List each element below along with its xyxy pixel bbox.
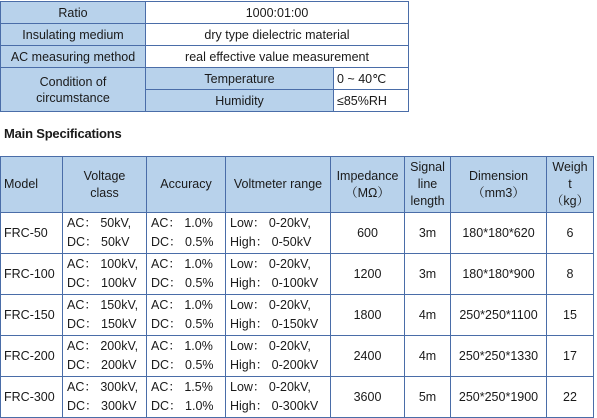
- cell-impedance: 1800: [331, 295, 405, 336]
- cell-voltmeter-range: [226, 254, 331, 295]
- cell-dc-voltage: DC： 100kV: [67, 276, 137, 290]
- header-voltage-class-line2: class: [90, 185, 119, 200]
- insulating-label: Insulating medium: [1, 24, 146, 46]
- cell-weight: 6: [547, 213, 594, 254]
- cell-weight: 22: [547, 377, 594, 418]
- cell-accuracy: [147, 295, 226, 336]
- cell-voltage-class: [63, 377, 147, 418]
- header-accuracy: Accuracy: [147, 157, 226, 213]
- header-voltage-class: [63, 157, 147, 213]
- header-model: Model: [1, 157, 63, 213]
- cell-accuracy: [147, 254, 226, 295]
- cell-accuracy: [147, 336, 226, 377]
- cell-ac-accuracy: AC： 1.0%: [151, 339, 213, 353]
- cell-impedance: 600: [331, 213, 405, 254]
- cell-ac-voltage: AC： 150kV,: [67, 298, 139, 312]
- cell-ac-accuracy: AC： 1.0%: [151, 298, 213, 312]
- table-row: [1, 295, 594, 336]
- cell-dc-accuracy: DC： 1.0%: [151, 399, 214, 413]
- table-row: [1, 377, 594, 418]
- cell-model: FRC-200: [1, 336, 63, 377]
- cell-dc-accuracy: DC： 0.5%: [151, 276, 214, 290]
- cell-dimension: 250*250*1900: [451, 377, 547, 418]
- cell-impedance: 2400: [331, 336, 405, 377]
- cell-range-high: High： 0-150kV: [230, 317, 319, 331]
- header-voltmeter-range: Voltmeter range: [226, 157, 331, 213]
- header-weight-line1: Weigh: [552, 160, 588, 174]
- cell-signal-length: 3m: [405, 254, 451, 295]
- humidity-value: ≤85%RH: [334, 90, 409, 112]
- table-row: [1, 336, 594, 377]
- cell-range-high: High： 0-200kV: [230, 358, 319, 372]
- cell-ac-accuracy: AC： 1.5%: [151, 380, 213, 394]
- cell-range-low: Low： 0-20kV,: [230, 380, 311, 394]
- cell-range-low: Low： 0-20kV,: [230, 298, 311, 312]
- insulating-value: dry type dielectric material: [146, 24, 409, 46]
- header-impedance-line1: Impedance: [336, 168, 399, 183]
- cell-weight: 17: [547, 336, 594, 377]
- cell-voltmeter-range: [226, 295, 331, 336]
- spec-header-row: [1, 157, 594, 213]
- cell-dimension: 180*180*900: [451, 254, 547, 295]
- cell-dimension: 250*250*1330: [451, 336, 547, 377]
- cell-voltage-class: [63, 295, 147, 336]
- cell-ac-accuracy: AC： 1.0%: [151, 257, 213, 271]
- cell-ac-voltage: AC： 100kV,: [67, 257, 139, 271]
- cell-voltmeter-range: [226, 336, 331, 377]
- cell-ac-voltage: AC： 50kV,: [67, 216, 132, 230]
- header-weight: [547, 157, 594, 213]
- header-weight-line3: （kg）: [550, 194, 590, 208]
- table-row: [1, 213, 594, 254]
- temperature-value: 0 ~ 40℃: [334, 68, 409, 90]
- cell-signal-length: 3m: [405, 213, 451, 254]
- main-spec-table: [0, 156, 594, 418]
- cell-signal-length: 5m: [405, 377, 451, 418]
- header-dimension: [451, 157, 547, 213]
- cell-dimension: 250*250*1100: [451, 295, 547, 336]
- humidity-label: Humidity: [146, 90, 334, 112]
- header-impedance: [331, 157, 405, 213]
- cell-dc-voltage: DC： 300kV: [67, 399, 137, 413]
- header-voltage-class-line1: Voltage: [83, 168, 126, 183]
- cell-accuracy: [147, 213, 226, 254]
- cell-ac-accuracy: AC： 1.0%: [151, 216, 213, 230]
- cell-range-high: High： 0-300kV: [230, 399, 319, 413]
- cell-signal-length: 4m: [405, 336, 451, 377]
- cell-dc-accuracy: DC： 0.5%: [151, 235, 214, 249]
- cell-range-high: High： 0-50kV: [230, 235, 312, 249]
- temperature-row: [1, 68, 409, 90]
- cell-model: FRC-50: [1, 213, 63, 254]
- cell-range-low: Low： 0-20kV,: [230, 257, 311, 271]
- circumstance-label-line2: circumstance: [36, 90, 110, 105]
- ac-method-label: AC measuring method: [1, 46, 146, 68]
- cell-weight: 15: [547, 295, 594, 336]
- insulating-row: [1, 24, 409, 46]
- cell-impedance: 3600: [331, 377, 405, 418]
- ratio-row: [1, 2, 409, 24]
- temperature-label: Temperature: [146, 68, 334, 90]
- cell-model: FRC-100: [1, 254, 63, 295]
- header-dimension-line2: （mm3）: [472, 185, 525, 200]
- cell-voltage-class: [63, 254, 147, 295]
- cell-voltage-class: [63, 213, 147, 254]
- header-dimension-line1: Dimension: [468, 168, 529, 183]
- circumstance-label-line1: Condition of: [39, 74, 107, 89]
- cell-accuracy: [147, 377, 226, 418]
- cell-ac-voltage: AC： 200kV,: [67, 339, 139, 353]
- ac-method-row: [1, 46, 409, 68]
- cell-dc-voltage: DC： 50kV: [67, 235, 130, 249]
- circumstance-label: [1, 68, 146, 112]
- cell-voltmeter-range: [226, 213, 331, 254]
- cell-range-high: High： 0-100kV: [230, 276, 319, 290]
- ratio-value: 1000:01:00: [146, 2, 409, 24]
- cell-ac-voltage: AC： 300kV,: [67, 380, 139, 394]
- cell-model: FRC-300: [1, 377, 63, 418]
- cell-dc-accuracy: DC： 0.5%: [151, 317, 214, 331]
- cell-voltage-class: [63, 336, 147, 377]
- table-row: [1, 254, 594, 295]
- header-signal-line3: length: [410, 194, 445, 208]
- cell-impedance: 1200: [331, 254, 405, 295]
- header-signal-line2: line: [417, 177, 438, 191]
- cell-range-low: Low： 0-20kV,: [230, 339, 311, 353]
- header-impedance-line2: （MΩ）: [345, 185, 390, 200]
- cell-dc-voltage: DC： 150kV: [67, 317, 137, 331]
- cell-range-low: Low： 0-20kV,: [230, 216, 311, 230]
- cell-dc-accuracy: DC： 0.5%: [151, 358, 214, 372]
- header-weight-line2: t: [568, 177, 572, 191]
- cell-model: FRC-150: [1, 295, 63, 336]
- spec-table-body: [1, 213, 594, 418]
- cell-weight: 8: [547, 254, 594, 295]
- ratio-label: Ratio: [1, 2, 146, 24]
- cell-voltmeter-range: [226, 377, 331, 418]
- cell-dc-voltage: DC： 200kV: [67, 358, 137, 372]
- ac-method-value: real effective value measurement: [146, 46, 409, 68]
- header-signal-line-length: [405, 157, 451, 213]
- section-title: Main Specifications: [4, 126, 122, 141]
- cell-dimension: 180*180*620: [451, 213, 547, 254]
- header-signal-line1: Signal: [410, 160, 445, 174]
- cell-signal-length: 4m: [405, 295, 451, 336]
- general-spec-table: [0, 1, 409, 112]
